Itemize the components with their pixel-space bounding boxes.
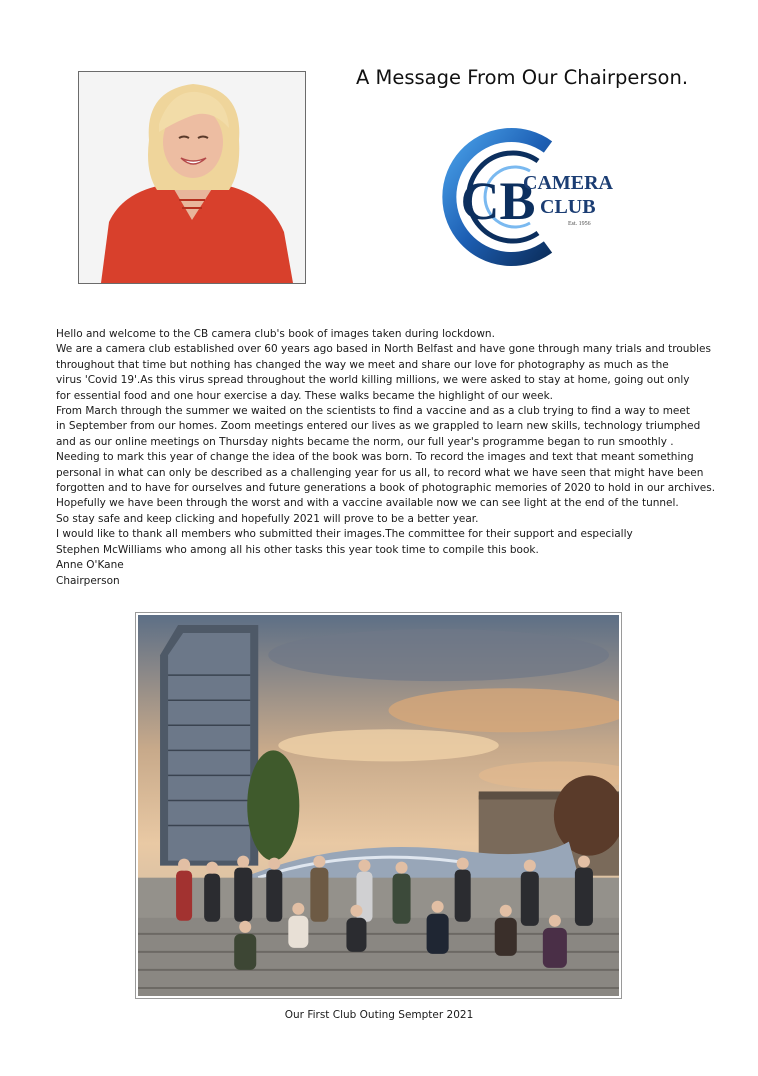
group-photo	[138, 615, 619, 996]
message-line: personal in what can only be described as a challenging year for us all, to record what we have seen that might have been	[56, 466, 704, 479]
logo-text-camera: CAMERA	[523, 172, 613, 194]
chairperson-portrait	[78, 71, 306, 284]
logo-established: Est. 1956	[568, 221, 591, 227]
chairperson-message	[56, 327, 736, 589]
message-line: Needing to mark this year of change the idea of the book was born. To record the images and text that meant something	[56, 451, 694, 464]
message-line: virus 'Covid 19'.As this virus spread throughout the world killing millions, we were asked to stay at home, going out only	[56, 374, 690, 387]
message-line: and as our online meetings on Thursday nights became the norm, our full year's programme began to run smoothly .	[56, 435, 674, 448]
message-line: I would like to thank all members who submitted their images.The committee for their support and especially	[56, 528, 633, 541]
signature-name: Anne O'Kane	[56, 559, 124, 572]
logo-letters: CB	[460, 171, 536, 231]
logo-text-club: CLUB	[540, 196, 596, 218]
signature-title: Chairperson	[56, 574, 120, 587]
message-line: Hopefully we have been through the worst and with a vaccine available now we can see light at the end of the tunnel.	[56, 497, 679, 510]
message-line: throughout that time but nothing has changed the way we meet and share our love for photography as much as the	[56, 358, 669, 371]
message-line: for essential food and one hour exercise a day. These walks became the highlight of our week.	[56, 389, 554, 402]
photo-caption: Our First Club Outing Sempter 2021	[284, 1009, 474, 1021]
message-line: forgotten and to have for ourselves and future generations a book of photographic memories of 2020 to hold in our archives.	[56, 482, 716, 495]
message-line: From March through the summer we waited on the scientists to find a vaccine and as a club trying to find a way to meet	[56, 405, 690, 418]
message-line: Stephen McWilliams who among all his other tasks this year took time to compile this book.	[56, 543, 539, 556]
page-title: A Message From Our Chairperson.	[356, 66, 689, 89]
message-line: So stay safe and keep clicking and hopefully 2021 will prove to be a better year.	[56, 512, 479, 525]
portrait-image	[79, 72, 305, 283]
message-line: We are a camera club established over 60 years ago based in North Belfast and have gone through many trials and troubles	[56, 343, 711, 356]
cb-camera-club-logo	[420, 127, 620, 267]
message-line: in September from our homes. Zoom meetings entered our lives as we grappled to learn new skills, technology triumphed	[56, 420, 701, 433]
group-photo-frame	[135, 612, 622, 999]
message-line: Hello and welcome to the CB camera club's book of images taken during lockdown.	[56, 328, 495, 340]
